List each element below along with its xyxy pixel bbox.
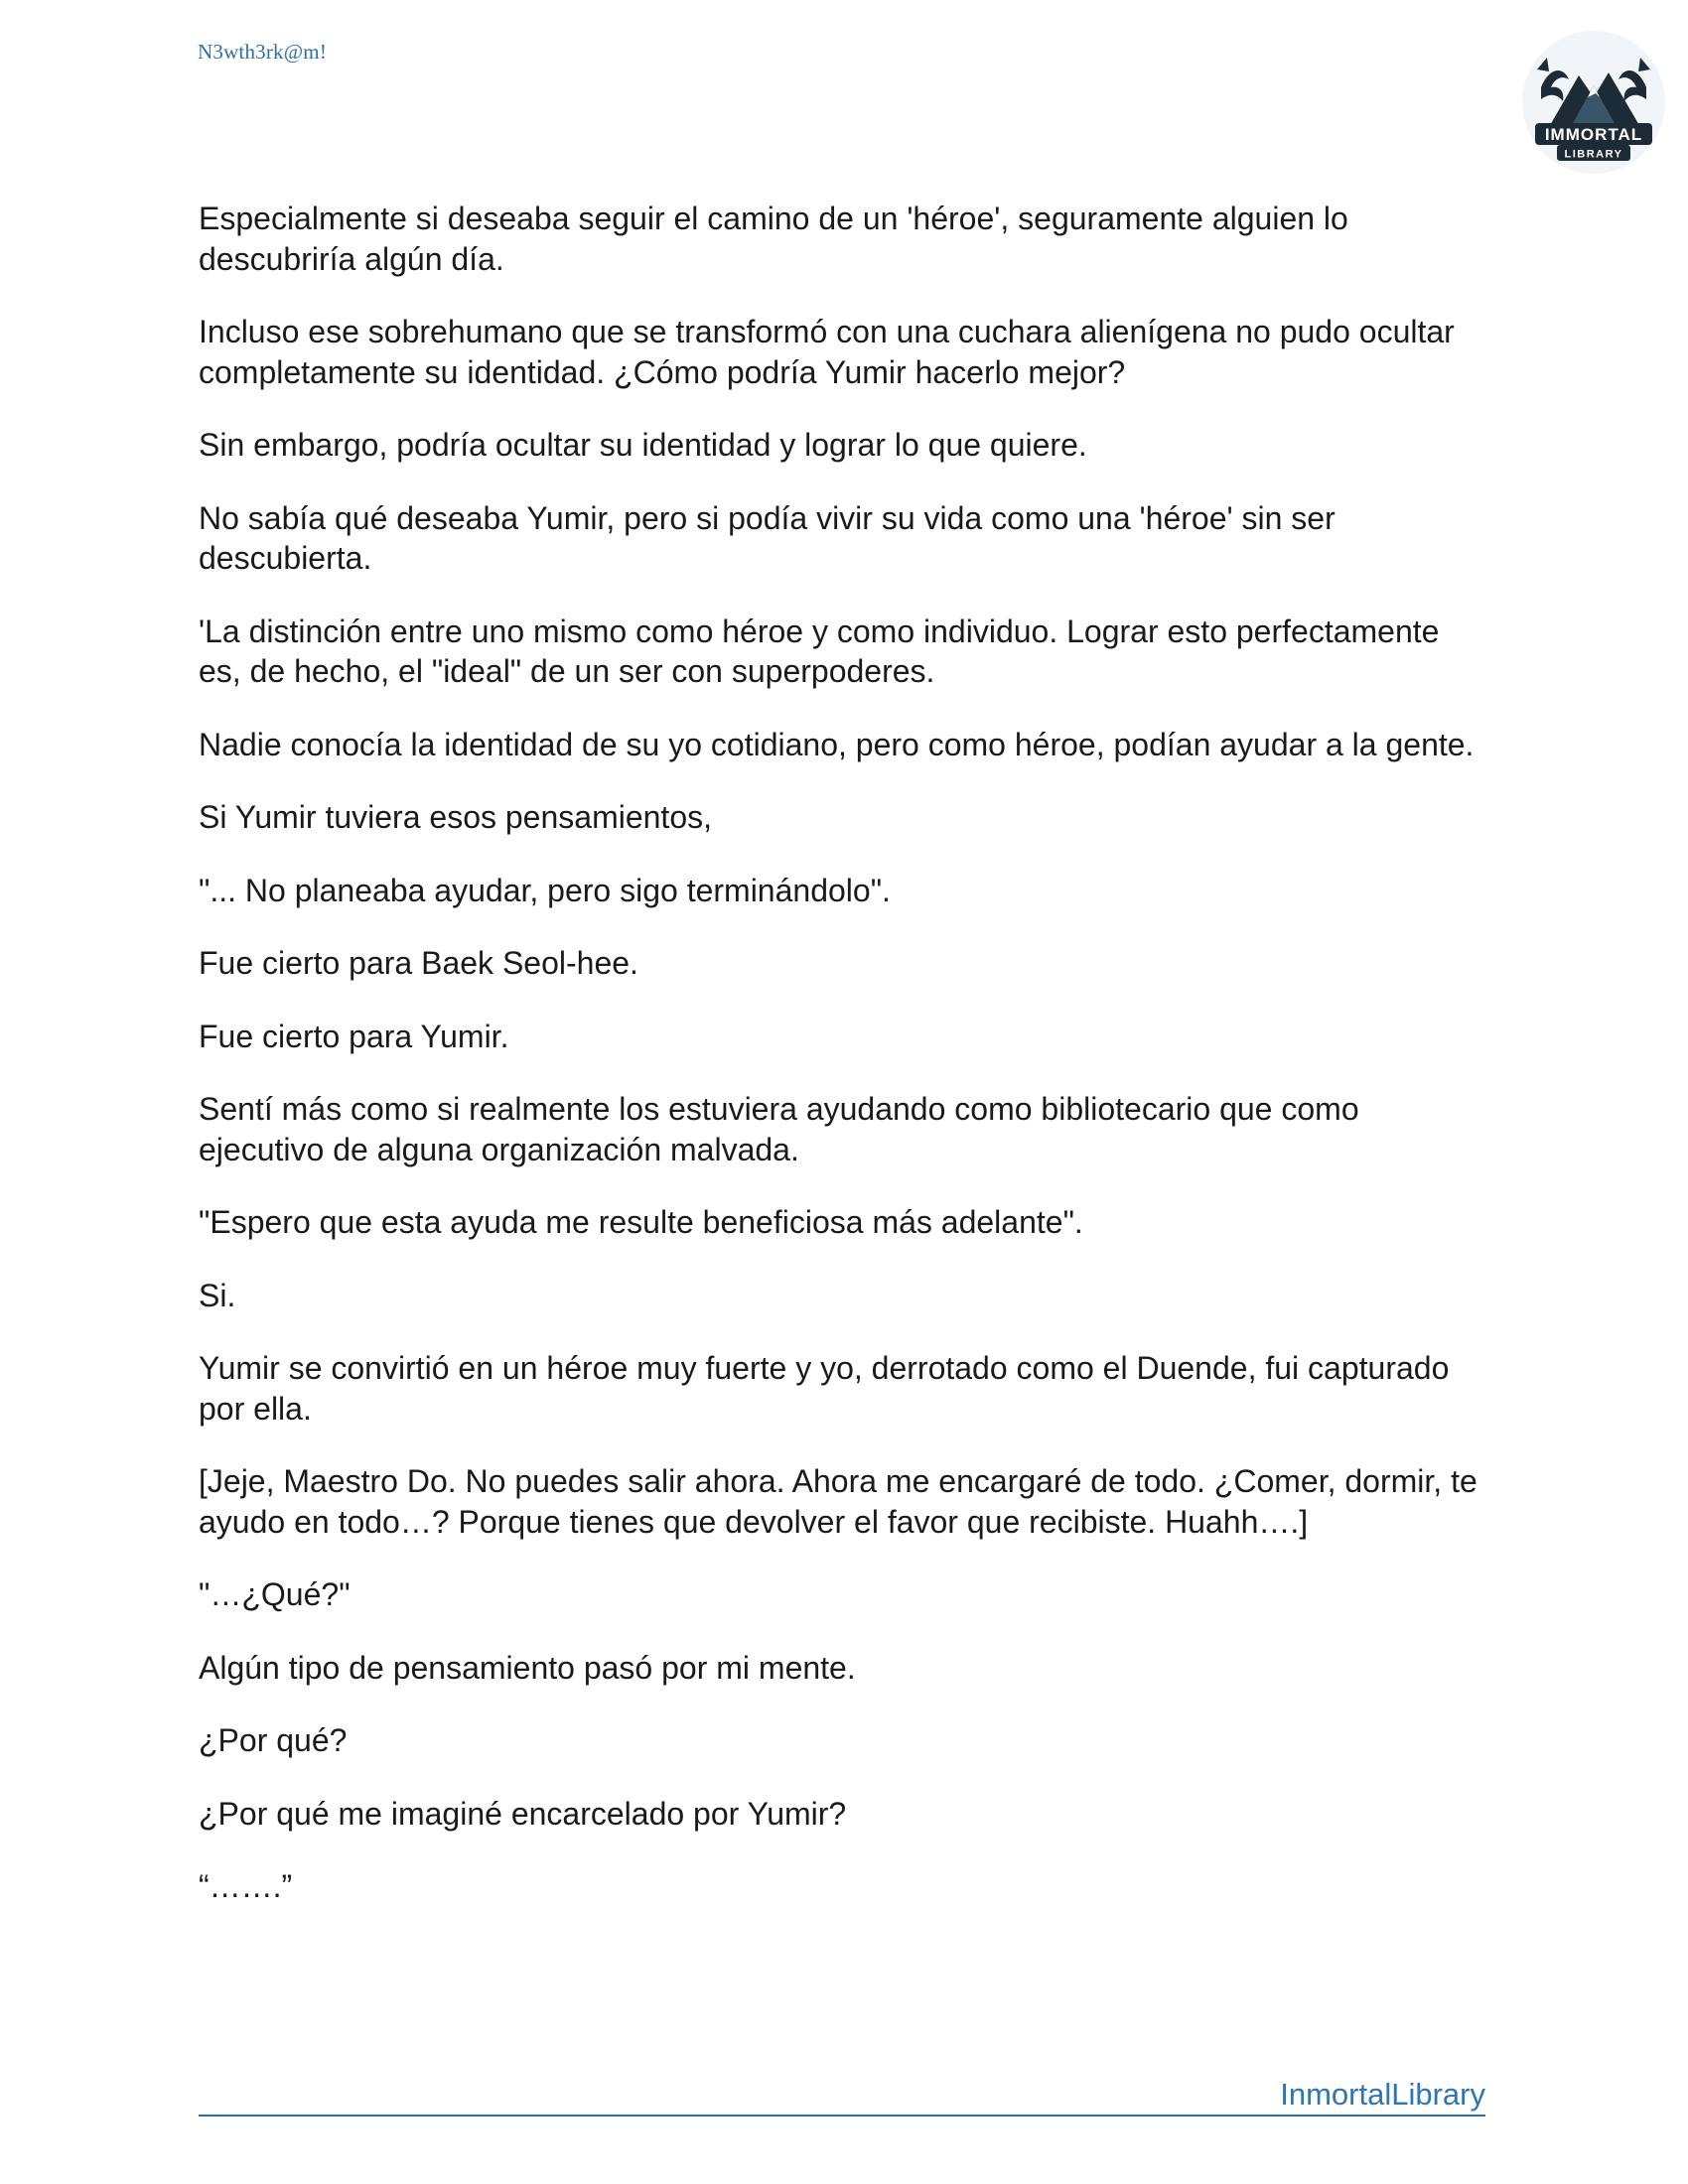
paragraph: Si. — [199, 1277, 236, 1313]
paragraph: Si Yumir tuviera esos pensamientos, — [199, 799, 712, 835]
logo-line2: LIBRARY — [1564, 148, 1623, 161]
immortal-library-logo-icon — [1519, 28, 1668, 177]
paragraph: Especialmente si deseaba seguir el camino de un 'héroe', seguramente alguien lo descubriría algún día. — [199, 201, 1348, 277]
paragraph: Fue cierto para Yumir. — [199, 1018, 509, 1054]
paragraph: Nadie conocía la identidad de su yo cotidiano, pero como héroe, podían ayudar a la gente. — [199, 726, 1475, 762]
paragraph: "…¿Qué?" — [199, 1576, 351, 1612]
paragraph: [Jeje, Maestro Do. No puedes salir ahora. Ahora me encargaré de todo. ¿Comer, dormir, te ayudo en todo…? Porque tienes que devolver el favor que recibiste. Huahh….] — [199, 1463, 1477, 1540]
paragraph: ¿Por qué me imaginé encarcelado por Yumir? — [199, 1795, 847, 1832]
paragraph: 'La distinción entre uno mismo como héroe y como individuo. Lograr esto perfectamente es, de hecho, el "ideal" de un ser con superpoderes. — [199, 613, 1440, 689]
footer-rule — [199, 2073, 1485, 2116]
paragraph: Fue cierto para Baek Seol-hee. — [199, 945, 638, 981]
paragraph: Yumir se convirtió en un héroe muy fuerte y yo, derrotado como el Duende, fui capturado por ella. — [199, 1350, 1450, 1427]
paragraph: Sin embargo, podría ocultar su identidad y lograr lo que quiere. — [199, 427, 1087, 463]
paragraph: ¿Por qué? — [199, 1722, 348, 1758]
paragraph: Incluso ese sobrehumano que se transformó con una cuchara alienígena no pudo ocultar completamente su identidad. ¿Cómo podría Yumir hacerlo mejor? — [199, 314, 1455, 390]
footer-link-inmortal-library[interactable]: InmortalLibrary — [1280, 2077, 1485, 2112]
paragraph: “…….” — [199, 1868, 293, 1904]
watermark-text: N3wth3rk@m! — [198, 40, 328, 64]
paragraph: "Espero que esta ayuda me resulte beneficiosa más adelante". — [199, 1204, 1083, 1240]
chapter-body — [199, 199, 1489, 1940]
paragraph: No sabía qué deseaba Yumir, pero si podía vivir su vida como una 'héroe' sin ser descubierta. — [199, 499, 1336, 576]
paragraph: Algún tipo de pensamiento pasó por mi mente. — [199, 1649, 856, 1686]
logo-line1: IMMORTAL — [1544, 125, 1643, 144]
paragraph: Sentí más como si realmente los estuviera ayudando como bibliotecario que como ejecutivo de alguna organización malvada. — [199, 1091, 1359, 1167]
paragraph: "... No planeaba ayudar, pero sigo terminándolo". — [199, 872, 891, 908]
